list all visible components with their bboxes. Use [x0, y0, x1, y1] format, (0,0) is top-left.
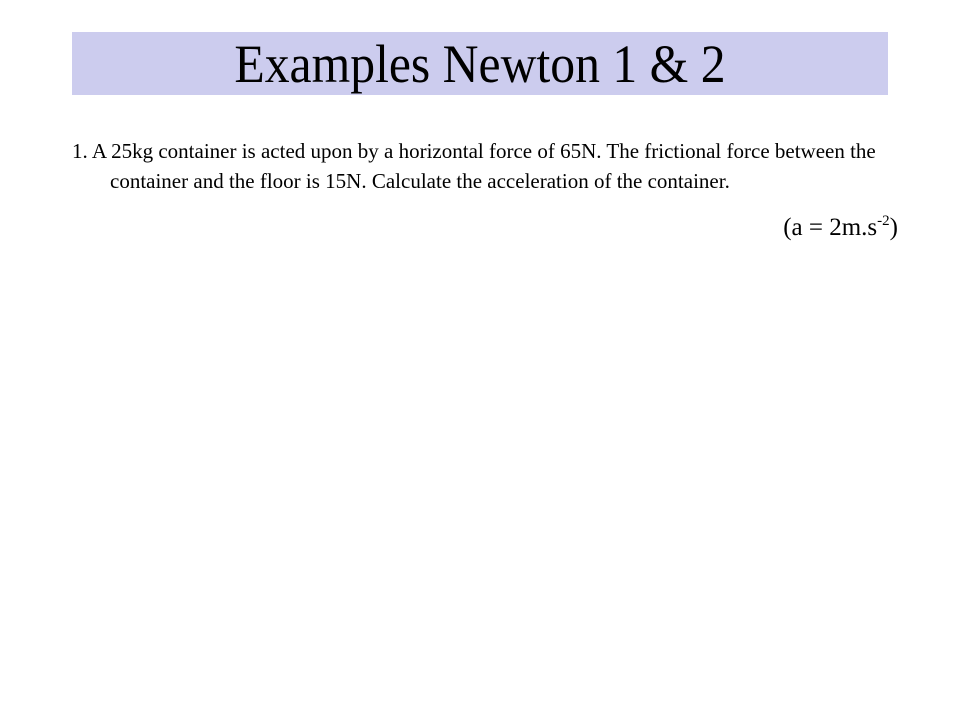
answer-text [783, 210, 898, 246]
answer-prefix: (a = 2m.s [783, 214, 878, 241]
answer-suffix: ) [889, 214, 898, 241]
answer-exponent: -2 [877, 213, 890, 229]
slide-title: Examples Newton 1 & 2 [234, 33, 726, 94]
title-bar [72, 32, 888, 95]
question-text: 1. A 25kg container is acted upon by a horizontal force of 65N. The frictional force between the container and the floor is 15N. Calculate the acceleration of the container. [72, 139, 876, 193]
